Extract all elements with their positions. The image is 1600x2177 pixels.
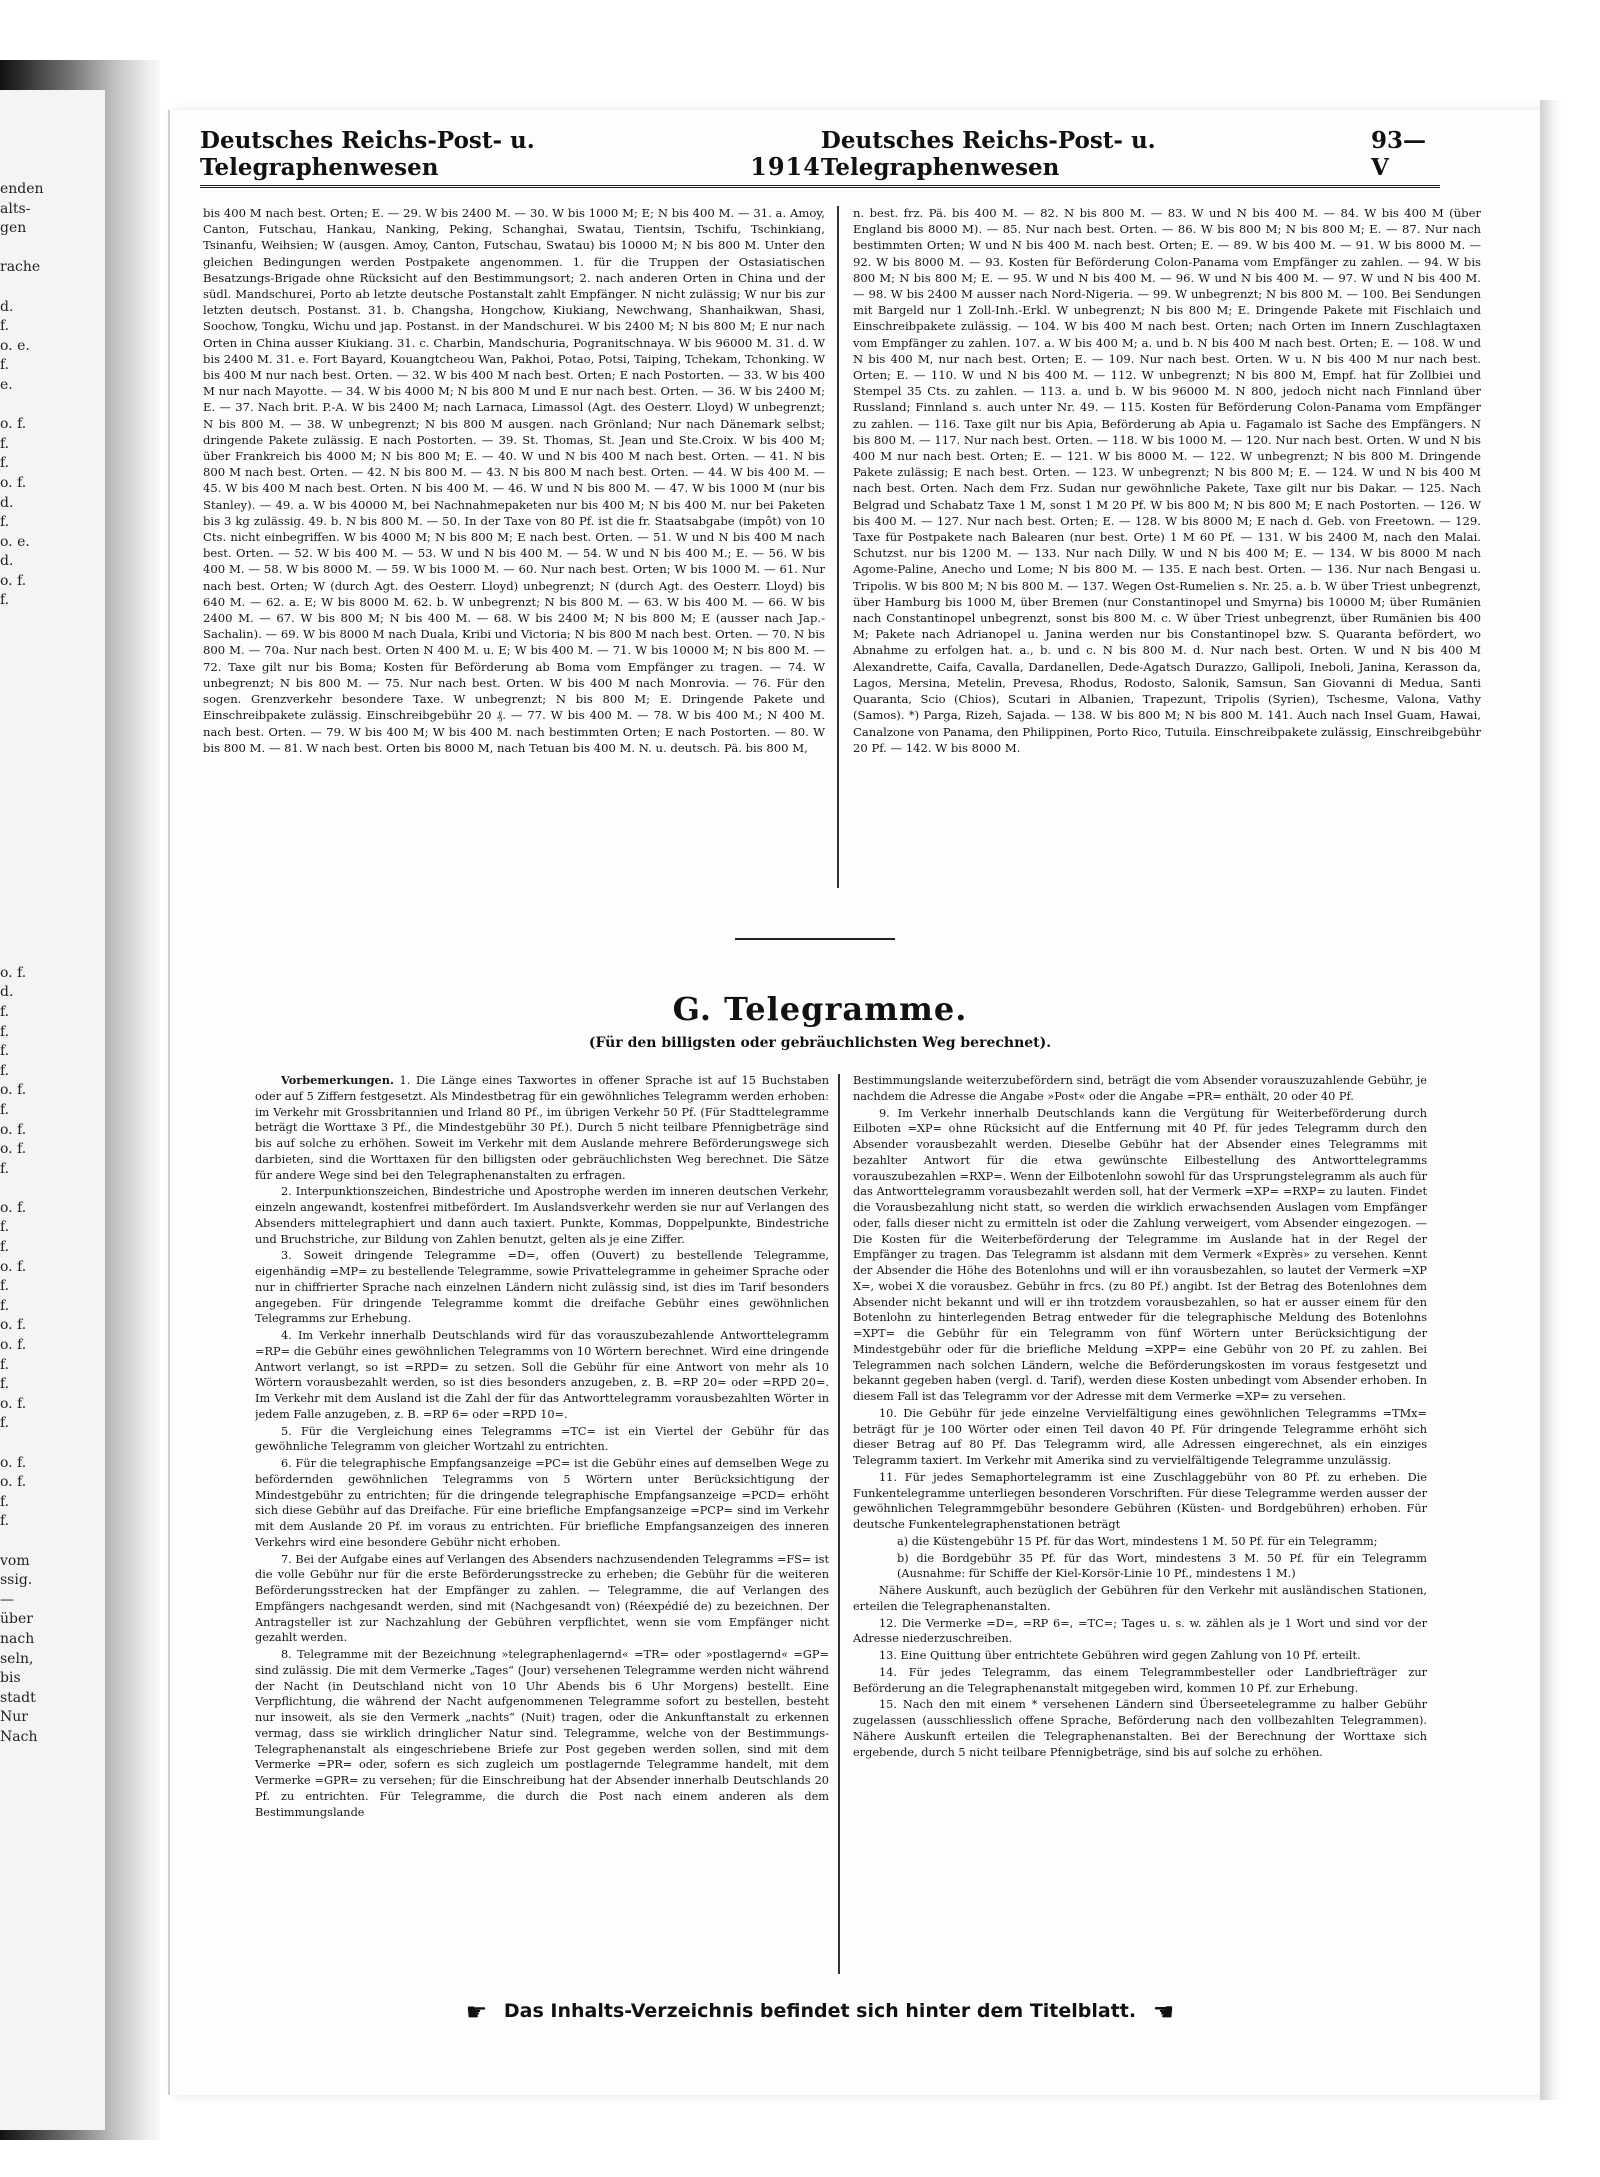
paragraph [255,1328,829,1423]
paragraph-text: a) die Küstengebühr 15 Pf. für das Wort, mindestens 1 M. 50 Pf. für ein Telegramm; [897,1534,1378,1548]
paragraph [255,1456,829,1551]
paragraph [255,1248,829,1327]
paragraph-text: 8. Telegramme mit der Bezeichnung »telegraphenlagernd« =TR= oder »postlagernd« =GP= sind zulässig. Die mit dem Vermerke „Tages“ (Jour) versehenen Telegramme werden nicht während der Nacht (in Deutschland nicht von 10 Uhr Abends bis 6 Uhr Morgens) bestellt. Eine Verpflichtung, die während der Nacht aufgenommenen Telegramme sofort zu bestellen, besteht nur insoweit, als sie den Vermerk „nachts“ (Nuit) tragen, oder die Ankunftanstalt zu erkennen vermag, dass sie wirklich dringlicher Natur sind. Telegramme, welche von der Bestimmungs-Telegraphenanstalt als eingeschriebene Briefe zur Post gegeben werden sollen, sind mit dem Vermerke =PR= oder, sofern es sich zugleich um postlagernde Telegramme handelt, mit dem Vermerke =GPR= zu versehen; für die Einschreibung hat der Absender innerhalb Deutschlands 20 Pf. zu entrichten. Für Telegramme, die durch die Post nach einem anderen als dem Bestimmungslande [255,1648,829,1819]
paragraph-text: b) die Bordgebühr 35 Pf. für das Wort, mindestens 3 M. 50 Pf. für ein Telegramm (Ausnahme: für Schiffe der Kiel-Korsör-Linie 10 Pf., mindestens 1 M.) [897,1551,1427,1581]
paragraph-text: 2. Interpunktionszeichen, Bindestriche und Apostrophe werden im inneren deutschen Verkehr, einzeln angewandt, kostenfrei mitbefördert. Im Auslandsverkehr werden sie nur auf Verlangen des Absenders mittelegraphiert und dann auch taxiert. Punkte, Kommas, Doppelpunkte, Bindestriche und Bruchstriche, zur Bildung von Zahlen benutzt, gelten als je eine Ziffer. [255,1185,829,1246]
pointing-hand-right-icon: ☛ [465,1998,488,2026]
page-number: 93—V [1371,127,1427,181]
paragraph-text: 7. Bei der Aufgabe eines auf Verlangen des Absenders nachzusendenden Telegramms =FS= ist die volle Gebühr nur für die erste Beförderungsstrecke zu erheben; die Gebühr für die weiteren Beförderungsstrecken hat der Empfänger zu zahlen. — Telegramme, die auf Verlangen des Empfängers nachgesandt werden, sind mit (Nachgesandt von) (Réexpédié de) zu bezeichnen. Der Antragsteller ist zur Nachzahlung der Gebühren verpflichtet, wenn sie vom Empfänger nicht gezahlt werden. [255,1552,829,1645]
paragraph [853,1665,1427,1697]
paragraph [853,1106,1427,1405]
paragraph [853,1534,1427,1550]
paragraph [853,1697,1427,1760]
paragraph [255,1552,829,1647]
paragraph [255,1647,829,1820]
paragraph [853,1583,1427,1615]
header-right-title: Deutsches Reichs-Post- u. Telegraphenwesen [820,127,1156,181]
paragraph-text: 9. Im Verkehr innerhalb Deutschlands kann die Vergütung für Weiterbeförderung durch Eilboten =XP= ohne Rücksicht auf die Entfernung mit 40 Pf. für jedes Telegramm durch den Absender vorausbezahlt werden. Dieselbe Gebühr hat der Absender eines Telegramms mit bezahlter Antwort für die etwa gewünschte Eilbestellung des Antworttelegramms vorauszubezahlen =RXP=. Wenn der Eilbotenlohn sowohl für das Ursprungstelegramm als auch für das Antworttelegramm vorausbezahlt werden soll, hat der Vermerk =XP= =RXP= zu lauten. Findet die Vorausbezahlung nicht statt, so werden die wirklich erwachsenden Auslagen vom Empfänger oder, falls dieser nicht zu ermitteln ist oder die Zahlung verweigert, vom Absender eingezogen. — Die Kosten für die Weiterbeförderung der Telegramme im Auslande hat in der Regel der Empfänger zu tragen. Das Telegramm ist alsdann mit dem Vermerk «Exprès» zu versehen. Kennt der Absender die Höhe des Botenlohns und will er ihn vorausbezahlen, so lautet der Vermerk =XP X=, wobei X die vorausbez. Gebühr in frcs. (zu 80 Pf.) angibt. Ist der Betrag des Botenlohnes dem Absender nicht bekannt und will er ihn trotzdem vorausbezahlen, so hat er ausser einem für den Botenlohn zu hinterlegenden Betrag entweder für die telegraphische Meldung des Botenlohns =XPT= die Gebühr für ein Telegramm von fünf Wörtern unter Berücksichtigung der Mindestgebühr oder für die briefliche Meldung =XPP= eine Gebühr von 20 Pf. zu zahlen. Bei Telegrammen nach solchen Ländern, welche die Beförderungskosten im voraus festgesetzt und bekannt gegeben haben (vergl. d. Tarif), werden diese Kosten unbedingt vom Absender erhoben. In diesem Fall ist das Telegramm vor der Adresse mit dem Vermerke =XP= zu versehen. [853,1106,1427,1403]
footer-note [200,1998,1440,2026]
paragraph-text: Nähere Auskunft, auch bezüglich der Gebühren für den Verkehr mit ausländischen Stationen, erteilen die Telegraphenanstalten. [853,1584,1427,1613]
paragraph [853,1648,1427,1664]
parcel-notes-right-column: n. best. frz. Pä. bis 400 M. — 82. N bis 800 M. — 83. W und N bis 400 M. — 84. W bis 400 M (über England bis 8000 M). — 85. Nur nach best. Orten. — 86. W bis 800 M; N bis 800 M; E. — 87. Nur nach bestimmten Orten; W und N bis 400 M. nach best. Orten; E. — 89. W bis 400 M. — 91. W bis 8000 M. — 92. W bis 8000 M. — 93. Kosten für Beförderung Colon-Panama vom Empfänger zu zahlen. — 94. W bis 800 M; N bis 800 M; E. — 95. W und N bis 400 M. — 96. W und N bis 400 M. — 97. W und N bis 400 M. — 98. W bis 2400 M ausser nach Nord-Nigeria. — 99. W unbegrenzt; N bis 800 M. — 100. Bei Sendungen mit Bargeld nur 1 Zoll-Inh.-Erkl. W unbegrenzt; N bis 800 M; E. Dringende Pakete mit Fischlaich und Einschreibpakete zulässig. — 104. W bis 400 M nach best. Orten; nach Orten im Innern Zuschlagtaxen vom Empfänger zu zahlen. 107. a. W bis 400 M; a. und b. N bis 400 M nach best. Orten; E. — 108. W und N bis 400 M, nur nach best. Orten; E. — 109. Nur nach best. Orten. W u. N bis 400 M nur nach best. Orten; E. — 110. W und N bis 400 M. — 112. W unbegrenzt; N bis 800 M, Empf. hat für Zollbiei und Stempel 35 Cts. zu zahlen. — 113. a. und b. W bis 96000 M. N 800, jedoch nicht nach Finnland über Russland; Finnland s. auch unter Nr. 49. — 115. Kosten für Beförderung Colon-Panama vom Empfänger zu zahlen. — 116. Taxe gilt nur bis Apia, Beförderung ab Apia u. Fagamalo ist Sache des Empfängers. N bis 800 M. — 117. Nur nach best. Orten. — 118. W bis 1000 M. — 120. Nur nach best. Orten. W und N bis 400 M nur nach best. Orten; E. — 121. W bis 8000 M. — 122. W unbegrenzt; N bis 800 M. Dringende Pakete zulässig; E nach best. Orten. — 123. W unbegrenzt; N bis 800 M; E. — 124. W und N bis 400 M nach best. Orten. Nach dem Frz. Sudan nur gewöhnliche Pakete, Taxe gilt nur bis Dakar. — 125. Nach Belgrad und Schabatz Taxe 1 M, sonst 1 M 20 Pf. W bis 800 M; N bis 800 M; E nach Postorten. — 126. W bis 400 M. — 127. Nur nach best. Orten; E. — 128. W bis 8000 M; E nach d. Geb. von Freetown. — 129. Taxe für Postpakete nach Balearen (nur best. Orte) 1 M 60 Pf. — 131. W bis 2400 M, nach den Malai. Schutzst. nur bis 1200 M. — 133. Nur nach Dilly. W und N bis 400 M; E. — 134. W bis 8000 M nach Agome-Paline, Anecho und Lome; N bis 800 M. — 135. E nach best. Orten. — 136. Nur nach Bengasi u. Tripolis. W bis 800 M; N bis 800 M. — 137. Wegen Ost-Rumelien s. Nr. 25. a. b. W über Triest unbegrenzt, über Hamburg bis 1000 M, über Bremen (nur Constantinopel und Smyrna) bis 10000 M; über Rumänien nach Constantinopel unbegrenzt, sonst bis 800 M. c. W über Triest unbegrenzt, über Rumänien bis 400 M; Pakete nach Adrianopel u. Janina werden nur bis Constantinopel bzw. S. Quaranta befördert, wo Abnahme zu erfolgen hat. a., b. und c. N bis 800 M. d. Nur nach best. Orten. W und N bis 400 M Alexandrette, Caifa, Cavalla, Dardanellen, Dede-Agatsch Durazzo, Gallipoli, Ineboli, Janina, Kerasson da, Lagos, Mersina, Metelin, Prevesa, Rhodus, Rodosto, Salonik, Samsun, San Giovanni di Medua, Santi Quaranta, Scio (Chios), Scutari in Albanien, Trapezunt, Tripolis (Syrien), Tschesme, Valona, Vathy (Samos). *) Parga, Rizeh, Sajada. — 138. W bis 800 M; N bis 800 M. 141. Auch nach Insel Guam, Hawai, Canalzone von Panama, den Philippinen, Porto Rico, Tutuila. Einschreibpakete zulässig, Einschreibgebühr 20 Pf. — 142. W bis 8000 M. [853,206,1481,755]
telegram-notes-left-column [255,1073,829,1978]
header-year: 1914 [750,152,821,181]
telegram-notes-right-column [853,1073,1427,1978]
paragraph-text: 6. Für die telegraphische Empfangsanzeige =PC= ist die Gebühr eines auf demselben Wege zu befördernden gewöhnlichen Telegramms von 5 Wörtern unter Berücksichtigung der Mindestgebühr zu entrichten; für die dringende telegraphische Empfangsanzeige =PCD= erhöht sich diese Gebühr auf das Dreifache. Für eine briefliche Empfangsanzeige =PCP= sind im Verkehr mit dem Auslande 20 Pf. im voraus zu entrichten. Für briefliche Empfangsanzeigen des inneren Verkehrs wird eine besondere Gebühr nicht erhoben. [255,1457,829,1549]
paragraph-text: 1. Die Länge eines Taxwortes in offener Sprache ist auf 15 Buchstaben oder auf 5 Ziffern festgesetzt. Als Mindestbetrag für ein gewöhnliches Telegramm werden erhoben: im Verkehr mit Grossbritannien und Irland 80 Pf., im übrigen Verkehr 50 Pf. (Für Stadttelegramme beträgt die Worttaxe 3 Pf., die Mindestgebühr 30 Pf.). Durch 5 nicht teilbare Pfennigbeträge sind bis auf solche zu erhöhen. Soweit im Verkehr mit dem Auslande mehrere Beförderungswege sich darbieten, sind die Worttaxen für den billigsten oder gebräuchlichsten Weg berechnet. Die Sätze für andere Wege sind bei den Telegraphenanstalten zu erfragen. [255,1074,829,1182]
paragraph-text: 3. Soweit dringende Telegramme =D=, offen (Ouvert) zu bestellende Telegramme, eigenhändig =MP= zu bestellende Telegramme, sowie Privattelegramme in geheimer Sprache oder nur in chiffrierter Sprache nach einzelnen Ländern nicht zulässig sind, ist dies im Tarif besonders angegeben. Für dringende Telegramme kommt die dreifache Gebühr eines gewöhnlichen Telegramms zur Erhebung. [255,1249,829,1326]
paragraph [853,1470,1427,1533]
paragraph-text: 14. Für jedes Telegramm, das einem Telegrammbesteller oder Landbriefträger zur Beförderung an die Telegraphenanstalt mitgegeben wird, kommen 10 Pf. zur Erhebung. [853,1665,1427,1695]
paragraph [853,1406,1427,1469]
paragraph [853,1616,1427,1648]
section-subtitle: (Für den billigsten oder gebräuchlichsten Weg berechnet). [588,1035,1052,1051]
paragraph [853,1551,1427,1583]
paragraph-text: 5. Für die Vergleichung eines Telegramms =TC= ist ein Viertel der Gebühr für das gewöhnliche Telegramm von gleicher Wortzahl zu entrichten. [255,1424,829,1454]
paragraph-text: 12. Die Vermerke =D=, =RP 6=, =TC=; Tages u. s. w. zählen als je 1 Wort und sind vor der Adresse niederzuschreiben. [853,1616,1427,1646]
footer-text: Das Inhalts-Verzeichnis befindet sich hinter dem Titelblatt. [503,2000,1137,2022]
paragraph-text: 11. Für jedes Semaphortelegramm ist eine Zuschlaggebühr von 80 Pf. zu erheben. Die Funkentelegramme unterliegen besonderen Vorschriften. Für diese Telegramme werden ausser der gewöhnlichen Telegrammgebühr besondere Gebühren (Küsten- und Bordgebühren) erhoben. Für deutsche Funkentelegraphenstationen beträgt [853,1470,1427,1531]
paragraph [255,1424,829,1456]
parcel-notes-left-column: bis 400 M nach best. Orten; E. — 29. W bis 2400 M. — 30. W bis 1000 M; E; N bis 400 M. — 31. a. Amoy, Canton, Futschau, Hankau, Nanking, Peking, Schanghai, Swatau, Tientsin, Tschifu, Tschinkiang, Tsinanfu, Weihsien; W (ausgen. Amoy, Canton, Futschau, Swatau) bis 10000 M; N bis 800 M. Unter den gleichen Bedingungen werden Postpakete angenommen. 1. für die Truppen der Ostasiatischen Besatzungs-Brigade ohne Rücksicht auf den Bestimmungsort; 2. nach anderen Orten in China und der südl. Mandschurei, Porto ab letzte deutsche Postanstalt zahlt Empfänger. N nicht zulässig; W nur bis zur letzten deutsch. Postanst. 31. b. Changsha, Hongchow, Kiukiang, Newchwang, Shanhaikwan, Shasi, Soochow, Tongku, Wichu und jap. Postanst. in der Mandschurei. W bis 2400 M; N bis 800 M; E nur nach Orten in China ausser Kiukiang. 31. c. Charbin, Mandschuria, Pogranitschnaya. W bis 96000 M. 31. d. W bis 2400 M. 31. e. Fort Bayard, Kouangtcheou Wan, Pakhoi, Potao, Potsi, Taiping, Tchekam, Tchonking. W bis 400 M nur nach best. Orten. — 32. W bis 400 M nach best. Orten; E nach Postorten. — 33. W bis 400 M nur nach Mayotte. — 34. W bis 4000 M; N bis 800 M und E nur nach best. Orten. — 36. W bis 2400 M; E. — 37. Nach brit. P.-A. W bis 2400 M; nach Larnaca, Limassol (Agt. des Oesterr. Lloyd) W unbegrenzt; N bis 800 M. — 38. W unbegrenzt; N bis 800 M ausgen. nach Grönland; Nur nach Dänemark selbst; dringende Pakete zulässig. E nach Postorten. — 39. St. Thomas, St. Jean und Ste.Croix. W bis 400 M; über Frankreich bis 4000 M; N bis 800 M; E. — 40. W und N bis 400 M nach best. Orten. — 41. N bis 800 M nach best. Orten. — 42. N bis 800 M. — 43. N bis 800 M nach best. Orten. — 44. W bis 400 M. — 45. W bis 400 M nach best. Orten. N bis 400 M. — 46. W und N bis 800 M. — 47. W bis 1000 M (nur bis Stanley). — 49. a. W bis 40000 M, bei Nachnahmepaketen nur bis 400 M; N bis 400 M. nur bei Paketen bis 3 kg zulässig. 49. b. N bis 800 M. — 50. In der Taxe von 80 Pf. ist die fr. Staatsabgabe (impôt) von 10 Cts. nicht einbegriffen. W bis 4000 M; N bis 800 M; E nach best. Orten. — 51. W und N bis 400 M nach best. Orten. — 52. W bis 400 M. — 53. W und N bis 400 M. — 54. W und N bis 400 M.; E. — 56. W bis 400 M. — 58. W bis 8000 M. — 59. W bis 1000 M. — 60. Nur nach best. Orten; W bis 1000 M. — 61. Nur nach best. Orten; W (durch Agt. des Oesterr. Lloyd) unbegrenzt; N (durch Agt. des Oesterr. Lloyd) bis 640 M. — 62. a. E; W bis 8000 M. 62. b. W unbegrenzt; N bis 800 M. — 63. W bis 400 M. — 66. W bis 2400 M. — 67. W bis 800 M; N bis 400 M. — 68. W bis 2400 M; N bis 800 M; E (ausser nach Jap.-Sachalin). — 69. W bis 8000 M nach Duala, Kribi und Victoria; N bis 800 M nach best. Orten. — 70. N bis 800 M. — 70a. Nur nach best. Orten N 400 M. u. E; W bis 400 M. — 71. W bis 10000 M; N bis 800 M. — 72. Taxe gilt nur bis Boma; Kosten für Beförderung ab Boma vom Empfänger zu tragen. — 74. W unbegrenzt; N bis 800 M. — 75. Nur nach best. Orten. W bis 400 M nach Monrovia. — 76. Für den sogen. Grenzverkehr besondere Taxe. W unbegrenzt; N bis 800 M; E. Dringende Pakete und Einschreibpakete zulässig. Einschreibgebühr 20 ₰. — 77. W bis 400 M. — 78. W bis 400 M.; N 400 M. nach best. Orten. — 79. W bis 400 M; W bis 400 M. nach bestimmten Orten; E nach Postorten. — 80. W bis 800 M. — 81. W nach best. Orten bis 8000 M, nach Tetuan bis 400 M. N. u. deutsch. Pä. bis 800 M, [203,206,825,755]
page-right-edge [1540,100,1562,2100]
paragraph-lead: Vorbemerkungen. [281,1073,394,1087]
section-separator [735,938,895,940]
facing-page-text-fragments: enden alts- gen rache d. f. o. e. f. e. o. f. f. f. o. f. d. f. o. e. d. o. f. f. o. f. d. f. f. f. f. o. f. f. o. f. o. f. f. o. f. f. f. o. f. f. f. o. f. o. f. f. f. o. f. f. o. f. o. f. f. f. vom ssig. — über nach seln, bis stadt Nur Nach [0,181,44,1745]
paragraph-text: 13. Eine Quittung über entrichtete Gebühren wird gegen Zahlung von 10 Pf. erteilt. [879,1649,1361,1662]
column-divider-upper [837,206,839,888]
header-left-title: Deutsches Reichs-Post- u. Telegraphenwesen [200,127,535,181]
running-header [200,127,1440,188]
paragraph [853,1073,1427,1105]
paragraph-text: 10. Die Gebühr für jede einzelne Vervielfältigung eines gewöhnlichen Telegramms =TMx= beträgt für je 100 Wörter oder einen Teil davon 40 Pf. Für dringende Telegramme erhöht sich dieser Betrag auf 80 Pf. Das Telegramm wird, alle Adressen eingerechnet, als ein einziges Telegramm taxiert. Im Verkehr mit Amerika sind zu vervielfältigende Telegramme unzulässig. [853,1406,1427,1467]
paragraph [255,1184,829,1247]
paragraph-text: 15. Nach den mit einem * versehenen Ländern sind Überseetelegramme zu halber Gebühr zugelassen (ausschliesslich offene Sprache, Beförderung nach den vollbezahlten Telegrammen). Nähere Auskunft erteilen die Telegraphenanstalten. Bei der Berechnung der Worttaxe sich ergebende, durch 5 nicht teilbare Pfennigbeträge, sind bis auf solche zu erhöhen. [853,1698,1427,1759]
paragraph-text: 4. Im Verkehr innerhalb Deutschlands wird für das vorauszubezahlende Antworttelegramm =RP= die Gebühr eines gewöhnlichen Telegramms von 10 Wörtern berechnet. Wird eine dringende Antwort verlangt, so ist =RPD= zu setzen. Soll die Gebühr für eine Antwort von mehr als 10 Wörtern vorausbezahlt werden, so ist dies besonders anzugeben, z. B. =RP 20= oder =RPD 20=. Im Verkehr mit dem Ausland ist die Zahl der für das Antworttelegramm vorausbezahlten Wörter in jedem Falle anzugeben, z. B. =RP 6= oder =RPD 10=. [255,1329,829,1421]
column-divider-lower [838,1074,840,1974]
paragraph-text: Bestimmungslande weiterzubefördern sind, beträgt die vom Absender vorauszuzahlende Gebühr, je nachdem die Adresse die Angabe »Post« oder die Angabe =PR= enthält, 20 oder 40 Pf. [853,1074,1427,1103]
pointing-hand-left-icon: ☚ [1152,1998,1175,2026]
paragraph [255,1073,829,1183]
section-title: G. Telegramme. [672,990,968,1028]
